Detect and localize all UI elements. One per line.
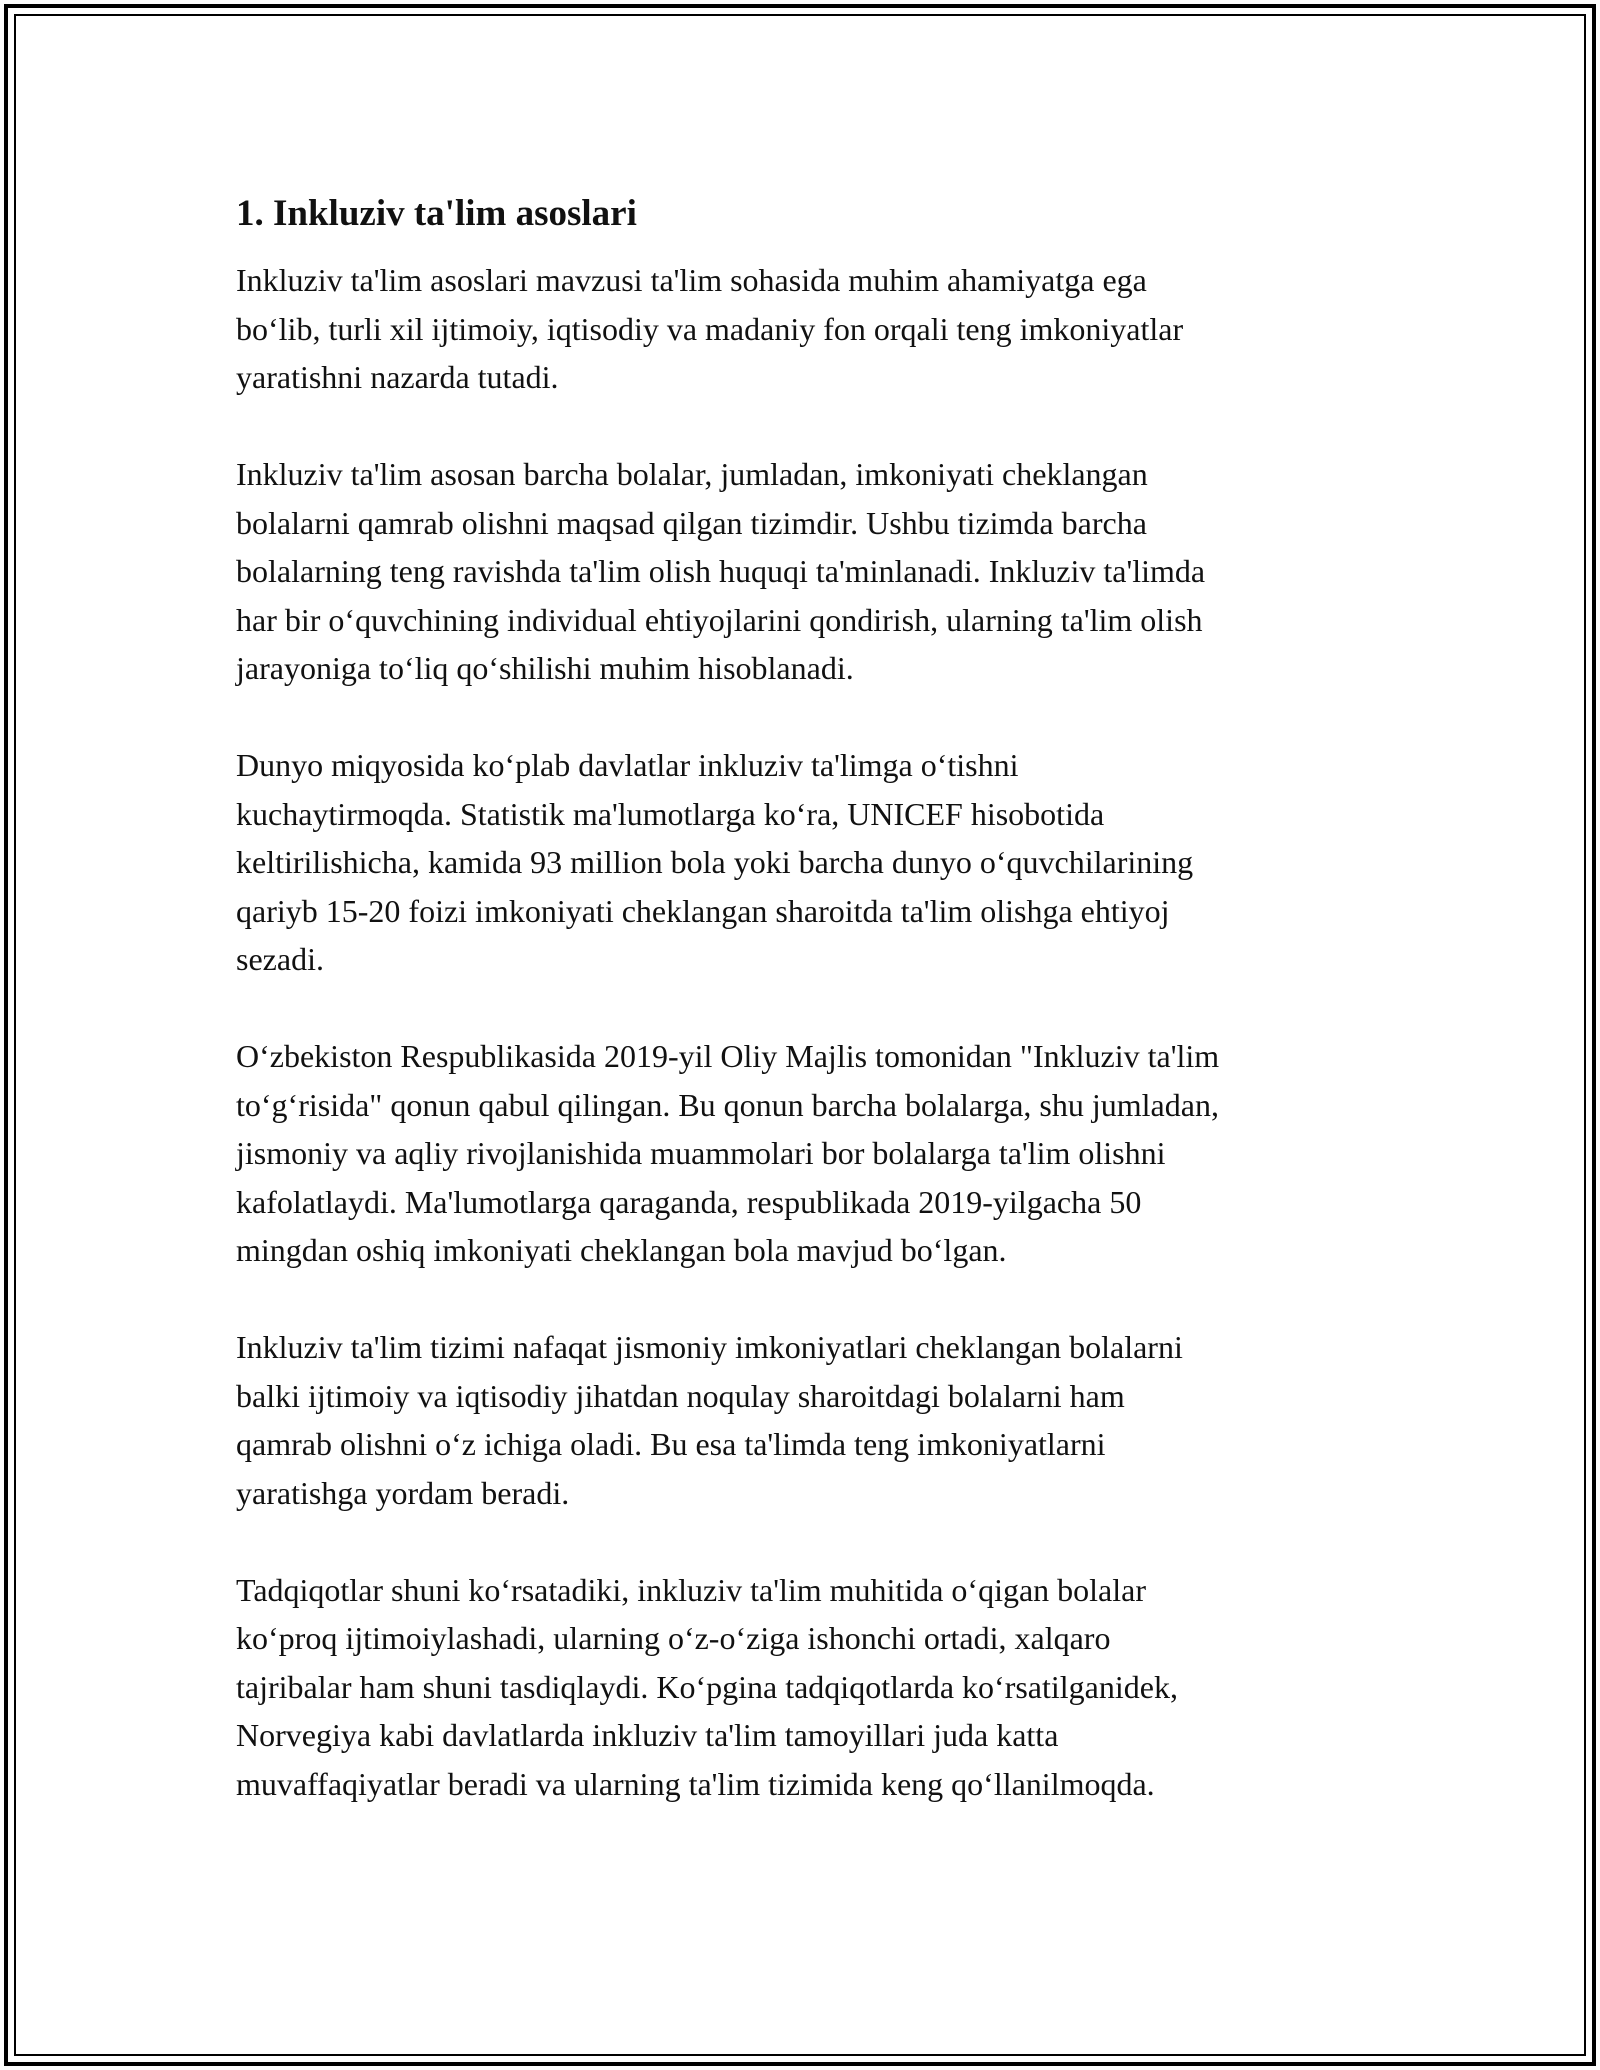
- paragraph-line: Tadqiqotlar shuni ko‘rsatadiki, inkluziv ta'lim muhitida o‘qigan bolalar: [236, 1571, 1146, 1608]
- paragraph-line: Inkluziv ta'lim asosan barcha bolalar, jumladan, imkoniyati cheklangan: [236, 456, 1148, 492]
- paragraph-line: tajribalar ham shuni tasdiqlaydi. Ko‘pgina tadqiqotlarda ko‘rsatilganidek,: [236, 1668, 1178, 1705]
- paragraph-line: ko‘proq ijtimoiylashadi, ularning o‘z-o‘ziga ishonchi ortadi, xalqaro: [236, 1620, 1111, 1656]
- section-heading: 1. Inkluziv ta'lim asoslari: [236, 193, 637, 234]
- paragraph-line: sezadi.: [236, 941, 324, 977]
- paragraph-line: qariyb 15-20 foizi imkoniyati cheklangan sharoitda ta'lim olishga ehtiyoj: [236, 892, 1170, 929]
- paragraph-line: muvaffaqiyatlar beradi va ularning ta'lim tizimida keng qo‘llanilmoqda.: [236, 1765, 1155, 1802]
- paragraph-line: Dunyo miqyosida ko‘plab davlatlar inkluziv ta'limga o‘tishni: [236, 747, 1019, 783]
- paragraph-line: kafolatlaydi. Ma'lumotlarga qaraganda, respublikada 2019-yilgacha 50: [236, 1183, 1142, 1220]
- paragraph-line: to‘g‘risida" qonun qabul qilingan. Bu qonun barcha bolalarga, shu jumladan,: [236, 1086, 1219, 1123]
- paragraph-line: Inkluziv ta'lim asoslari mavzusi ta'lim sohasida muhim ahamiyatga ega: [236, 262, 1147, 298]
- paragraph-line: har bir o‘quvchining individual ehtiyojlarini qondirish, ularning ta'lim olish: [236, 601, 1203, 638]
- paragraph-line: bolalarni qamrab olishni maqsad qilgan tizimdir. Ushbu tizimda barcha: [236, 504, 1147, 541]
- paragraph-line: O‘zbekiston Respublikasida 2019-yil Oliy Majlis tomonidan "Inkluziv ta'lim: [236, 1038, 1220, 1074]
- paragraph-line: yaratishni nazarda tutadi.: [236, 359, 559, 395]
- paragraph-line: Norvegiya kabi davlatlarda inkluziv ta'lim tamoyillari juda katta: [236, 1717, 1059, 1753]
- paragraph-line: bolalarning teng ravishda ta'lim olish huquqi ta'minlanadi. Inkluziv ta'limda: [236, 553, 1206, 589]
- paragraph-line: balki ijtimoiy va iqtisodiy jihatdan noqulay sharoitdagi bolalarni ham: [236, 1377, 1125, 1414]
- paragraph-5: [236, 1323, 1386, 1517]
- paragraph-line: keltirilishicha, kamida 93 million bola yoki barcha dunyo o‘quvchilarining: [236, 844, 1194, 880]
- paragraph-line: bo‘lib, turli xil ijtimoiy, iqtisodiy va madaniy fon orqali teng imkoniyatlar: [236, 310, 1184, 347]
- paragraph-2: [236, 450, 1386, 693]
- paragraph-line: yaratishga yordam beradi.: [236, 1474, 570, 1511]
- paragraph-line: jismoniy va aqliy rivojlanishida muammolari bor bolalarga ta'lim olishni: [236, 1135, 1166, 1171]
- paragraph-line: mingdan oshiq imkoniyati cheklangan bola mavjud bo‘lgan.: [236, 1232, 1007, 1268]
- paragraph-line: Inkluziv ta'lim tizimi nafaqat jismoniy imkoniyatlari cheklangan bolalarni: [236, 1329, 1183, 1365]
- paragraph-line: kuchaytirmoqda. Statistik ma'lumotlarga ko‘ra, UNICEF hisobotida: [236, 795, 1105, 832]
- paragraph-1: [236, 256, 1386, 402]
- paragraph-line: jarayoniga to‘liq qo‘shilishi muhim hisoblanadi.: [236, 650, 854, 686]
- paragraph-line: qamrab olishni o‘z ichiga oladi. Bu esa ta'limda teng imkoniyatlarni: [236, 1426, 1106, 1462]
- paragraph-4: [236, 1032, 1386, 1275]
- paragraph-3: [236, 741, 1386, 984]
- document-body: [236, 188, 1386, 1857]
- paragraph-6: [236, 1566, 1386, 1809]
